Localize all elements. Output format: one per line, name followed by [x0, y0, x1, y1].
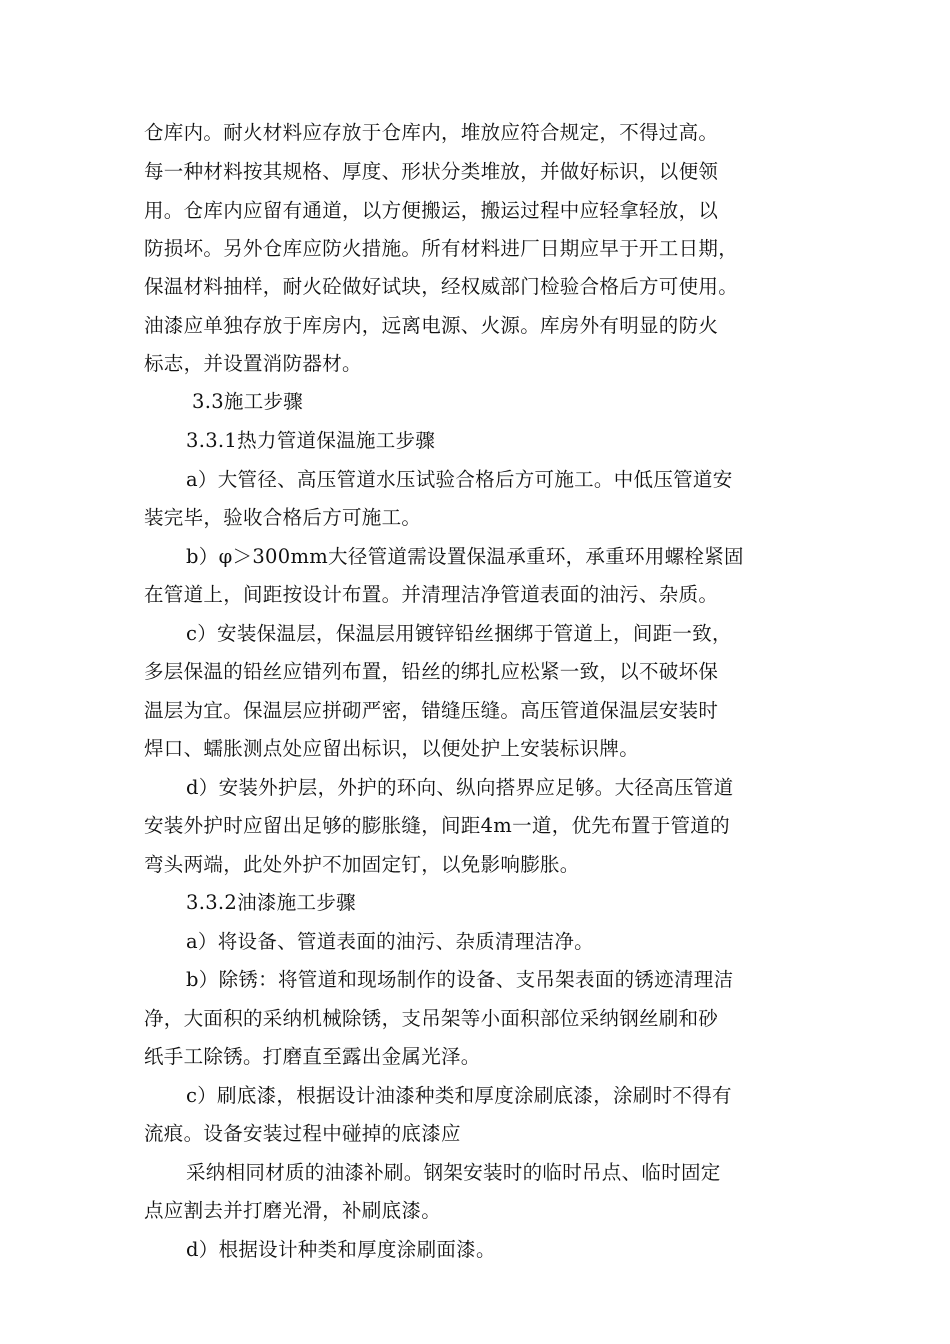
- section-heading: 3.3施工步骤: [192, 390, 304, 413]
- text-line: 在管道上，间距按设计布置。并清理洁净管道表面的油污、杂质。: [144, 583, 719, 606]
- text-line: a）将设备、管道表面的油污、杂质清理洁净。: [186, 930, 594, 953]
- text-line: a）大管径、高压管道水压试验合格后方可施工。中低压管道安: [186, 468, 733, 491]
- subsection-heading: 3.3.1热力管道保温施工步骤: [186, 429, 436, 452]
- text-line: 用。仓库内应留有通道，以方便搬运，搬运过程中应轻拿轻放，以: [144, 199, 719, 222]
- text-line: 弯头两端，此处外护不加固定钉，以免影响膨胀。: [144, 853, 580, 876]
- text-line: b）除锈：将管道和现场制作的设备、支吊架表面的锈迹清理洁: [186, 968, 734, 991]
- text-line: c）刷底漆，根据设计油漆种类和厚度涂刷底漆，涂刷时不得有: [186, 1084, 732, 1107]
- text-line: 装完毕，验收合格后方可施工。: [144, 506, 422, 529]
- text-line: c）安装保温层，保温层用镀锌铅丝捆绑于管道上，间距一致，: [186, 622, 732, 645]
- text-line: 流痕。设备安装过程中碰掉的底漆应: [144, 1122, 461, 1145]
- text-line: 净，大面积的采纳机械除锈，支吊架等小面积部位采纳钢丝刷和砂: [144, 1007, 719, 1030]
- text-line: 保温材料抽样，耐火砼做好试块，经权威部门检验合格后方可使用。: [144, 275, 739, 298]
- text-line: 点应割去并打磨光滑，补刷底漆。: [144, 1199, 442, 1222]
- subsection-heading: 3.3.2油漆施工步骤: [186, 891, 356, 914]
- text-line: 采纳相同材质的油漆补刷。钢架安装时的临时吊点、临时固定: [186, 1161, 721, 1184]
- text-line: 多层保温的铅丝应错列布置，铅丝的绑扎应松紧一致，以不破坏保: [144, 660, 719, 683]
- text-line: 安装外护时应留出足够的膨胀缝，间距4m一道，优先布置于管道的: [144, 814, 730, 837]
- text-line: 温层为宜。保温层应拼砌严密，错缝压缝。高压管道保温层安装时: [144, 699, 719, 722]
- text-line: 油漆应单独存放于库房内，远离电源、火源。库房外有明显的防火: [144, 314, 719, 337]
- text-line: b）φ＞300mm大径管道需设置保温承重环，承重环用螺栓紧固: [186, 545, 744, 568]
- text-line: 标志，并设置消防器材。: [144, 352, 362, 375]
- text-line: d）安装外护层，外护的环向、纵向搭界应足够。大径高压管道: [186, 776, 734, 799]
- text-line: 仓库内。耐火材料应存放于仓库内，堆放应符合规定，不得过高。: [144, 121, 719, 144]
- text-line: 纸手工除锈。打磨直至露出金属光泽。: [144, 1045, 481, 1068]
- text-line: 焊口、蠕胀测点处应留出标识，以便处护上安装标识牌。: [144, 737, 640, 760]
- text-line: 防损坏。另外仓库应防火措施。所有材料进厂日期应早于开工日期，: [144, 237, 739, 260]
- text-line: d）根据设计种类和厚度涂刷面漆。: [186, 1238, 496, 1261]
- text-line: 每一种材料按其规格、厚度、形状分类堆放，并做好标识，以便领: [144, 160, 719, 183]
